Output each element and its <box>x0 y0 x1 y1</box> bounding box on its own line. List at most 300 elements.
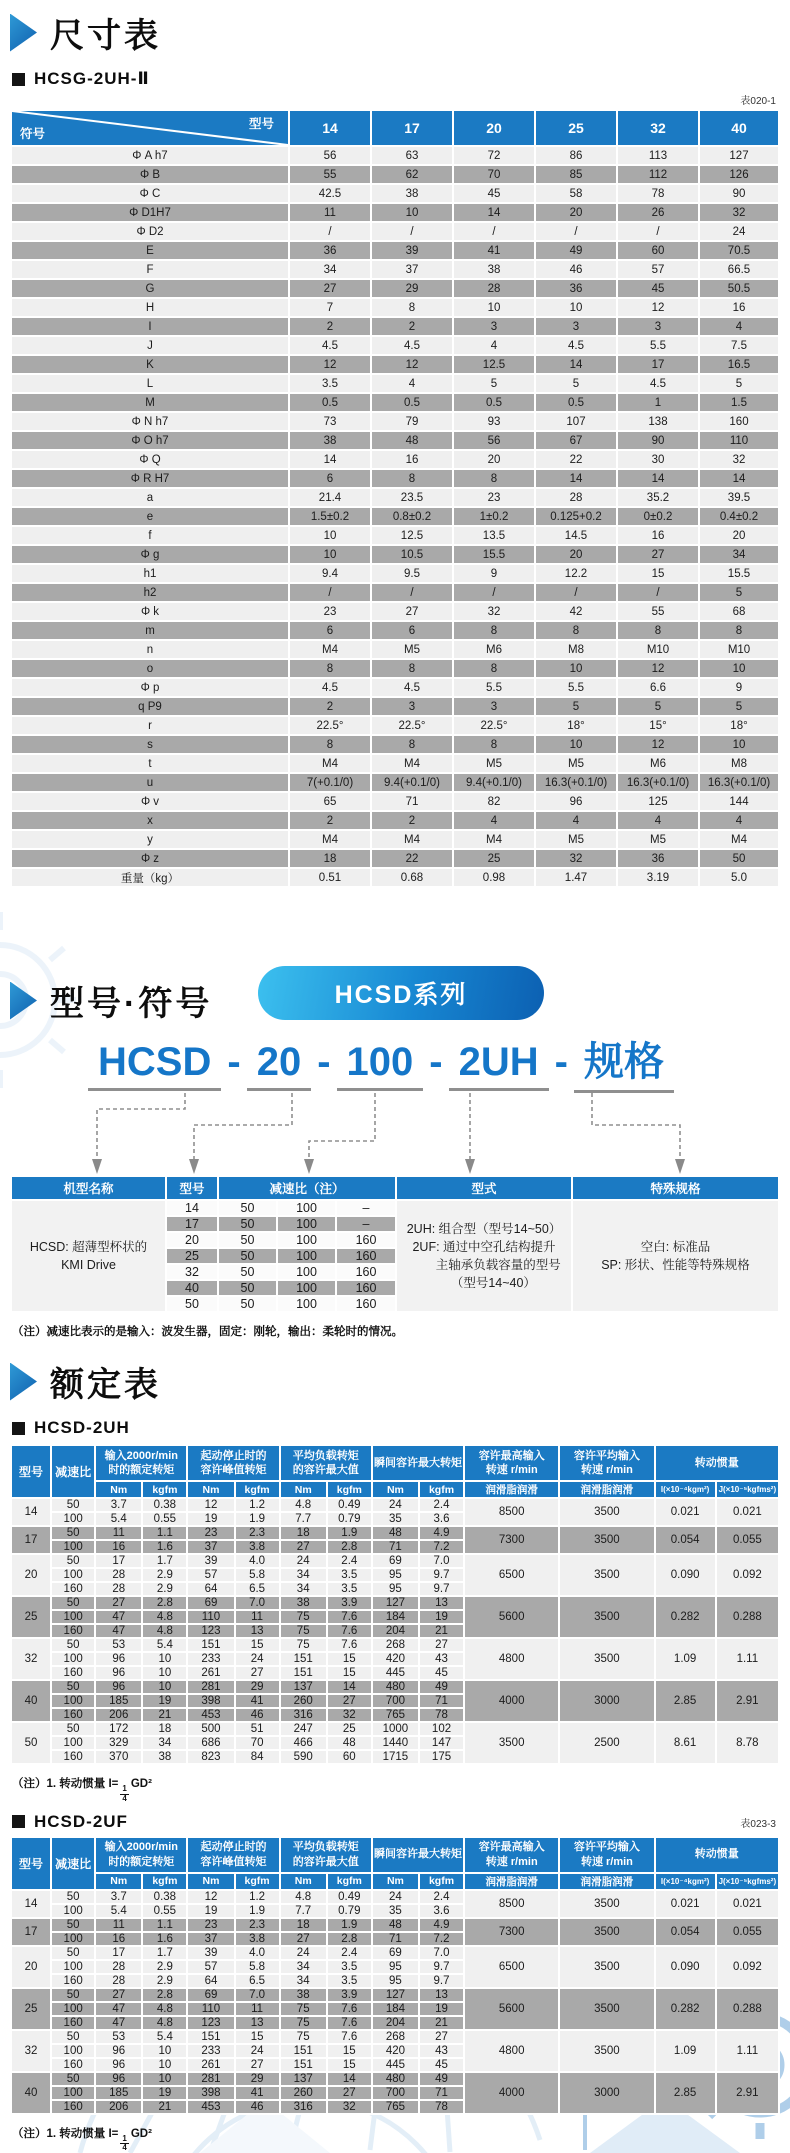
rating-value-cell: 27 <box>95 1988 142 2002</box>
model-code-segment: 规格 <box>574 1030 674 1093</box>
dim-value-cell: 38 <box>371 184 453 203</box>
dim-value-cell: 10.5 <box>371 545 453 564</box>
rating-value-cell: 15 <box>327 1652 372 1666</box>
dim-row <box>11 678 779 697</box>
rating-max-speed-cell: 8500 <box>464 1890 559 1918</box>
rating-value-cell: 137 <box>280 1680 327 1694</box>
dim-value-cell: 57 <box>617 260 699 279</box>
rating-data-row <box>11 1918 779 1932</box>
rating-value-cell: 0.38 <box>142 1498 187 1512</box>
dim-symbol-cell: Φ g <box>11 545 289 564</box>
rating-value-cell: 2.4 <box>327 1554 372 1568</box>
rating-value-cell: 370 <box>95 1750 142 1764</box>
rating-value-cell: 27 <box>280 1932 327 1946</box>
dim-column-header: 14 <box>289 110 371 146</box>
dim-symbol-cell: Φ D1H7 <box>11 203 289 222</box>
dim-value-cell: 8 <box>371 469 453 488</box>
dim-row <box>11 469 779 488</box>
rating-value-cell: 102 <box>419 1722 464 1736</box>
rating-group-header: 输入2000r/min 时的额定转矩 <box>95 1445 187 1481</box>
rating-inertia-i-cell: 0.021 <box>655 1498 716 1526</box>
dim-value-cell: 86 <box>535 146 617 165</box>
rating-data-row <box>11 1722 779 1736</box>
inertia-note-prefix: （注）1. 转动惯量 I= <box>12 2127 119 2140</box>
rating-value-cell: 100 <box>51 1652 95 1666</box>
dim-value-cell: 1.5 <box>699 393 779 412</box>
rating-value-cell: 45 <box>419 1666 464 1680</box>
rating-value-cell: 175 <box>419 1750 464 1764</box>
rating-value-cell: 43 <box>419 2044 464 2058</box>
rating-value-cell: 1.7 <box>142 1946 187 1960</box>
ratio-cell: 50 <box>218 1232 277 1248</box>
rating-2uf-label: HCSD-2UF <box>34 1811 128 1831</box>
rating-value-cell: 453 <box>187 1708 234 1722</box>
dim-value-cell: 18 <box>289 849 371 868</box>
rating-value-cell: 123 <box>187 1624 234 1638</box>
dimension-table-label: 表020-1 <box>740 96 776 107</box>
rating-value-cell: 50 <box>51 1638 95 1652</box>
dim-value-cell: M4 <box>371 830 453 849</box>
dim-corner-bottom-label: 符号 <box>20 127 46 141</box>
rating-value-cell: 100 <box>51 1694 95 1708</box>
rating-unit-header: kgfm <box>327 1481 372 1498</box>
dim-value-cell: 56 <box>289 146 371 165</box>
rating-group-header: 容许最高输入 转速 r/min <box>464 1837 559 1873</box>
dimension-table <box>10 109 780 888</box>
rating-value-cell: 28 <box>95 1960 142 1974</box>
rating-model-cell: 32 <box>11 1638 51 1680</box>
rating-value-cell: 13 <box>235 2016 280 2030</box>
dim-value-cell: 14.5 <box>535 526 617 545</box>
dim-value-cell: 8 <box>289 735 371 754</box>
dim-value-cell: 10 <box>699 659 779 678</box>
rating-value-cell: 28 <box>95 1582 142 1596</box>
dimension-subheading <box>12 69 790 89</box>
rating-max-speed-cell: 5600 <box>464 1988 559 2030</box>
model-code-separator: - <box>227 1040 241 1084</box>
dim-value-cell: M5 <box>535 830 617 849</box>
rating-value-cell: 34 <box>280 1582 327 1596</box>
rating-value-cell: 75 <box>280 1638 327 1652</box>
dim-value-cell: 9.5 <box>371 564 453 583</box>
rating-value-cell: 5.4 <box>142 2030 187 2044</box>
rating-value-cell: 60 <box>327 1750 372 1764</box>
dim-symbol-cell: Φ B <box>11 165 289 184</box>
rating-value-cell: 5.8 <box>235 1960 280 1974</box>
dim-row <box>11 317 779 336</box>
model-code-arrows <box>0 1093 790 1175</box>
rating-value-cell: 160 <box>51 1750 95 1764</box>
rating-model-cell: 40 <box>11 2072 51 2114</box>
rating-value-cell: 1.9 <box>235 1904 280 1918</box>
rating-value-cell: 69 <box>187 1988 234 2002</box>
dim-value-cell: 4 <box>453 811 535 830</box>
dim-value-cell: 138 <box>617 412 699 431</box>
rating-value-cell: 34 <box>280 1568 327 1582</box>
rating-data-row <box>11 1680 779 1694</box>
rating-value-cell: 172 <box>95 1722 142 1736</box>
ratio-cell: 100 <box>277 1216 336 1232</box>
rating-unit-header: Nm <box>372 1873 419 1890</box>
rating-value-cell: 151 <box>280 2044 327 2058</box>
rating-unit-header: kgfm <box>419 1873 464 1890</box>
rating-value-cell: 420 <box>372 2044 419 2058</box>
dim-value-cell: 30 <box>617 450 699 469</box>
rating-unit-header: kgfm <box>235 1481 280 1498</box>
dim-value-cell: 32 <box>453 602 535 621</box>
rating-inertia-j-cell: 0.288 <box>716 1988 779 2030</box>
rating-value-cell: 41 <box>235 1694 280 1708</box>
dim-value-cell: 20 <box>535 203 617 222</box>
rating-value-cell: 185 <box>95 1694 142 1708</box>
dim-row <box>11 374 779 393</box>
rating-value-cell: 75 <box>280 2030 327 2044</box>
dim-value-cell: 4 <box>535 811 617 830</box>
rating-value-cell: 123 <box>187 2016 234 2030</box>
dim-value-cell: 3 <box>371 697 453 716</box>
dim-value-cell: 2 <box>289 317 371 336</box>
rating-value-cell: 27 <box>280 1540 327 1554</box>
rating-value-cell: 765 <box>372 1708 419 1722</box>
dim-value-cell: 8 <box>453 621 535 640</box>
rating-2uf-table-label: 表023-3 <box>740 1818 776 1830</box>
dim-value-cell: 8 <box>453 469 535 488</box>
dim-value-cell: 50 <box>699 849 779 868</box>
dim-value-cell: 6.6 <box>617 678 699 697</box>
rating-group-header: 容许平均输入 转速 r/min <box>559 1837 654 1873</box>
dim-value-cell: 71 <box>371 792 453 811</box>
ratio-cell: 100 <box>277 1248 336 1264</box>
dim-value-cell: 1.5±0.2 <box>289 507 371 526</box>
dim-symbol-cell: e <box>11 507 289 526</box>
model-table-head-row <box>11 1176 779 1200</box>
dim-value-cell: 35.2 <box>617 488 699 507</box>
rating-value-cell: 50 <box>51 1498 95 1512</box>
inertia-note-prefix: （注）1. 转动惯量 I= <box>12 1778 119 1790</box>
rating-value-cell: 160 <box>51 1708 95 1722</box>
rating-value-cell: 1.6 <box>142 1932 187 1946</box>
rating-2uh-label: HCSD-2UH <box>34 1418 130 1437</box>
dim-value-cell: / <box>289 583 371 602</box>
rating-value-cell: 96 <box>95 1680 142 1694</box>
dim-symbol-cell: Φ z <box>11 849 289 868</box>
rating-avg-speed-cell: 3500 <box>559 1526 654 1554</box>
rating-inertia-i-cell: 0.090 <box>655 1554 716 1596</box>
rating-value-cell: 35 <box>372 1512 419 1526</box>
rating-value-cell: 2.4 <box>419 1498 464 1512</box>
dim-row <box>11 564 779 583</box>
dim-value-cell: 10 <box>453 298 535 317</box>
dim-value-cell: 90 <box>617 431 699 450</box>
dim-value-cell: 12 <box>371 355 453 374</box>
dim-symbol-cell: a <box>11 488 289 507</box>
dim-row <box>11 811 779 830</box>
rating-unit-header: J(×10⁻⁵kgfms²) <box>716 1873 779 1890</box>
rating-value-cell: 3.5 <box>327 1974 372 1988</box>
rating-group-header: 容许最高输入 转速 r/min <box>464 1445 559 1481</box>
rating-value-cell: 2.8 <box>142 1596 187 1610</box>
rating-inertia-i-cell: 0.282 <box>655 1596 716 1638</box>
model-code-separator: - <box>317 1040 331 1084</box>
rating-value-cell: 24 <box>280 1554 327 1568</box>
rating-value-cell: 1.2 <box>235 1498 280 1512</box>
rating-inertia-j-cell: 2.91 <box>716 1680 779 1722</box>
dim-column-header: 40 <box>699 110 779 146</box>
rating-value-cell: 151 <box>280 1652 327 1666</box>
rating-value-cell: 281 <box>187 1680 234 1694</box>
rating-value-cell: 16 <box>95 1540 142 1554</box>
rating-value-cell: 28 <box>95 1974 142 1988</box>
dim-value-cell: 9 <box>699 678 779 697</box>
rating-value-cell: 50 <box>51 1946 95 1960</box>
rating-value-cell: 453 <box>187 2100 234 2114</box>
rating-value-cell: 47 <box>95 1610 142 1624</box>
rating-value-cell: 96 <box>95 1652 142 1666</box>
rating-value-cell: 2.3 <box>235 1526 280 1540</box>
dim-symbol-cell: h1 <box>11 564 289 583</box>
dim-value-cell: 36 <box>289 241 371 260</box>
rating-inertia-j-cell: 0.021 <box>716 1890 779 1918</box>
dim-value-cell: 15 <box>617 564 699 583</box>
rating-value-cell: 100 <box>51 2044 95 2058</box>
rating-group-header: 起动停止时的 容许峰值转矩 <box>187 1837 279 1873</box>
rating-value-cell: 53 <box>95 1638 142 1652</box>
rating-value-cell: 1.6 <box>142 1540 187 1554</box>
dim-value-cell: 8 <box>371 298 453 317</box>
dim-value-cell: 14 <box>535 469 617 488</box>
dim-value-cell: M8 <box>699 754 779 773</box>
model-section-title: 型号·符号 <box>50 985 213 1023</box>
rating-value-cell: 316 <box>280 1708 327 1722</box>
rating-value-cell: 10 <box>142 2044 187 2058</box>
model-code-segment: HCSD <box>88 1040 221 1091</box>
dim-value-cell: M4 <box>289 830 371 849</box>
rating-value-cell: 48 <box>372 1918 419 1932</box>
dim-value-cell: 9.4(+0.1/0) <box>453 773 535 792</box>
dim-symbol-cell: o <box>11 659 289 678</box>
rating-value-cell: 3.7 <box>95 1890 142 1904</box>
rating-value-cell: 206 <box>95 2100 142 2114</box>
rating-value-cell: 686 <box>187 1736 234 1750</box>
dim-value-cell: 126 <box>699 165 779 184</box>
dim-row <box>11 507 779 526</box>
rating-group-header: 平均负载转矩 的容许最大值 <box>280 1837 372 1873</box>
dim-value-cell: 4 <box>617 811 699 830</box>
rating-inertia-j-cell: 1.11 <box>716 2030 779 2072</box>
rating-table-2uf <box>10 1836 780 2115</box>
dim-value-cell: M5 <box>617 830 699 849</box>
model-code <box>0 1030 776 1093</box>
rating-value-cell: 38 <box>280 1988 327 2002</box>
rating-value-cell: 19 <box>187 1512 234 1526</box>
dim-value-cell: 144 <box>699 792 779 811</box>
model-code-segment: 20 <box>247 1040 312 1091</box>
dim-value-cell: 23 <box>289 602 371 621</box>
rating-value-cell: 24 <box>372 1498 419 1512</box>
dim-value-cell: 55 <box>289 165 371 184</box>
rating-value-cell: 500 <box>187 1722 234 1736</box>
rating-value-cell: 2.8 <box>327 1932 372 1946</box>
dim-value-cell: 8 <box>699 621 779 640</box>
dim-value-cell: 1.47 <box>535 868 617 887</box>
rating-value-cell: 0.49 <box>327 1890 372 1904</box>
fraction-one-quarter: $\frac{1}{4}$ <box>122 2133 127 2153</box>
rating-value-cell: 18 <box>142 1722 187 1736</box>
rating-value-cell: 23 <box>187 1918 234 1932</box>
rating-value-cell: 590 <box>280 1750 327 1764</box>
dim-value-cell: 10 <box>289 545 371 564</box>
rating-value-cell: 1.2 <box>235 1890 280 1904</box>
rating-value-cell: 268 <box>372 1638 419 1652</box>
dim-row <box>11 184 779 203</box>
dim-symbol-cell: Φ p <box>11 678 289 697</box>
rating-value-cell: 2.9 <box>142 1960 187 1974</box>
dim-value-cell: 14 <box>617 469 699 488</box>
dim-value-cell: 16.5 <box>699 355 779 374</box>
rating-unit-header: Nm <box>280 1481 327 1498</box>
dim-value-cell: 46 <box>535 260 617 279</box>
dim-value-cell: 15.5 <box>453 545 535 564</box>
dim-value-cell: 42.5 <box>289 184 371 203</box>
rating-value-cell: 420 <box>372 1652 419 1666</box>
ratio-cell: 50 <box>218 1216 277 1232</box>
rating-value-cell: 100 <box>51 1568 95 1582</box>
rating-value-cell: 50 <box>51 1988 95 2002</box>
dim-symbol-cell: Φ D2 <box>11 222 289 241</box>
rating-max-speed-cell: 6500 <box>464 1946 559 1988</box>
rating-avg-speed-cell: 3500 <box>559 1638 654 1680</box>
dim-value-cell: 37 <box>371 260 453 279</box>
rating-unit-header: Nm <box>95 1481 142 1498</box>
rating-value-cell: 2.9 <box>142 1568 187 1582</box>
rating-2uh-subheading <box>12 1418 790 1438</box>
rating-value-cell: 71 <box>372 1540 419 1554</box>
rating-value-cell: 53 <box>95 2030 142 2044</box>
dim-row <box>11 260 779 279</box>
dim-value-cell: 73 <box>289 412 371 431</box>
ratio-cell: 100 <box>277 1296 336 1312</box>
rating-value-cell: 398 <box>187 1694 234 1708</box>
dim-value-cell: 3 <box>453 697 535 716</box>
rating-value-cell: 3.9 <box>327 1596 372 1610</box>
rating-value-cell: 34 <box>280 1974 327 1988</box>
rating-value-cell: 329 <box>95 1736 142 1750</box>
dim-value-cell: 5.0 <box>699 868 779 887</box>
rating-value-cell: 19 <box>142 1694 187 1708</box>
dim-value-cell: 12 <box>617 735 699 754</box>
dim-symbol-cell: 重量（kg） <box>11 868 289 887</box>
dim-value-cell: / <box>535 222 617 241</box>
rating-value-cell: 19 <box>142 2086 187 2100</box>
rating-inertia-j-cell: 0.092 <box>716 1946 779 1988</box>
rating-avg-speed-cell: 2500 <box>559 1722 654 1764</box>
rating-value-cell: 204 <box>372 2016 419 2030</box>
rating-model-header: 型号 <box>11 1837 51 1890</box>
rating-data-row <box>11 1946 779 1960</box>
dim-value-cell: 27 <box>371 602 453 621</box>
black-square-icon <box>12 1815 25 1828</box>
dim-row <box>11 602 779 621</box>
rating-value-cell: 46 <box>235 2100 280 2114</box>
rating-value-cell: 18 <box>280 1526 327 1540</box>
rating-value-cell: 4.8 <box>142 1624 187 1638</box>
rating-value-cell: 50 <box>51 1918 95 1932</box>
dim-row <box>11 450 779 469</box>
dim-value-cell: 85 <box>535 165 617 184</box>
rating-value-cell: 3.5 <box>327 1568 372 1582</box>
dim-value-cell: 50.5 <box>699 279 779 298</box>
rating-value-cell: 15 <box>327 2044 372 2058</box>
rating-value-cell: 151 <box>187 1638 234 1652</box>
rating-model-cell: 17 <box>11 1526 51 1554</box>
dim-value-cell: 65 <box>289 792 371 811</box>
dim-value-cell: M4 <box>371 754 453 773</box>
rating-value-cell: 100 <box>51 2002 95 2016</box>
rating-max-speed-cell: 7300 <box>464 1526 559 1554</box>
dimension-table-body <box>11 146 779 887</box>
rating-value-cell: 2.9 <box>142 1974 187 1988</box>
dim-value-cell: 20 <box>535 545 617 564</box>
rating-max-speed-cell: 7300 <box>464 1918 559 1946</box>
dim-symbol-cell: u <box>11 773 289 792</box>
dim-value-cell: 0.68 <box>371 868 453 887</box>
dim-value-cell: 5 <box>453 374 535 393</box>
dim-value-cell: 14 <box>699 469 779 488</box>
ratio-cell: 160 <box>336 1296 396 1312</box>
rating-data-row <box>11 1498 779 1512</box>
rating-value-cell: 151 <box>280 2058 327 2072</box>
dim-value-cell: 4.5 <box>535 336 617 355</box>
dim-value-cell: 22 <box>371 849 453 868</box>
dim-value-cell: 14 <box>453 203 535 222</box>
rating-value-cell: 78 <box>419 1708 464 1722</box>
rating-value-cell: 2.9 <box>142 1582 187 1596</box>
dim-symbol-cell: H <box>11 298 289 317</box>
rating-value-cell: 7.0 <box>419 1946 464 1960</box>
rating-value-cell: 70 <box>235 1736 280 1750</box>
rating-value-cell: 38 <box>280 1596 327 1610</box>
dimension-section-title: 尺寸表 <box>50 17 161 55</box>
rating-value-cell: 110 <box>187 2002 234 2016</box>
model-table-header: 型式 <box>396 1176 572 1200</box>
dim-value-cell: 32 <box>699 203 779 222</box>
rating-unit-header: kgfm <box>419 1481 464 1498</box>
dim-row <box>11 716 779 735</box>
dim-row <box>11 279 779 298</box>
rating-model-cell: 20 <box>11 1554 51 1596</box>
dim-value-cell: 0.5 <box>535 393 617 412</box>
dim-value-cell: 42 <box>535 602 617 621</box>
rating-group-header: 转动惯量 <box>655 1837 779 1873</box>
dim-value-cell: 9.4 <box>289 564 371 583</box>
machine-name-cell: HCSD: 超薄型杯状的 KMI Drive <box>11 1200 166 1312</box>
dim-value-cell: 2 <box>371 317 453 336</box>
dim-value-cell: 10 <box>535 735 617 754</box>
dim-value-cell: 72 <box>453 146 535 165</box>
rating-value-cell: 1000 <box>372 1722 419 1736</box>
rating-value-cell: 15 <box>327 1666 372 1680</box>
dim-value-cell: 79 <box>371 412 453 431</box>
rating-value-cell: 184 <box>372 2002 419 2016</box>
rating-data-row <box>11 2030 779 2044</box>
rating-inertia-i-cell: 0.054 <box>655 1526 716 1554</box>
rating-max-speed-cell: 3500 <box>464 1722 559 1764</box>
dim-symbol-cell: M <box>11 393 289 412</box>
dim-row <box>11 697 779 716</box>
rating-value-cell: 100 <box>51 1512 95 1526</box>
dim-value-cell: 82 <box>453 792 535 811</box>
rating-2uf-subheading <box>12 1812 128 1832</box>
